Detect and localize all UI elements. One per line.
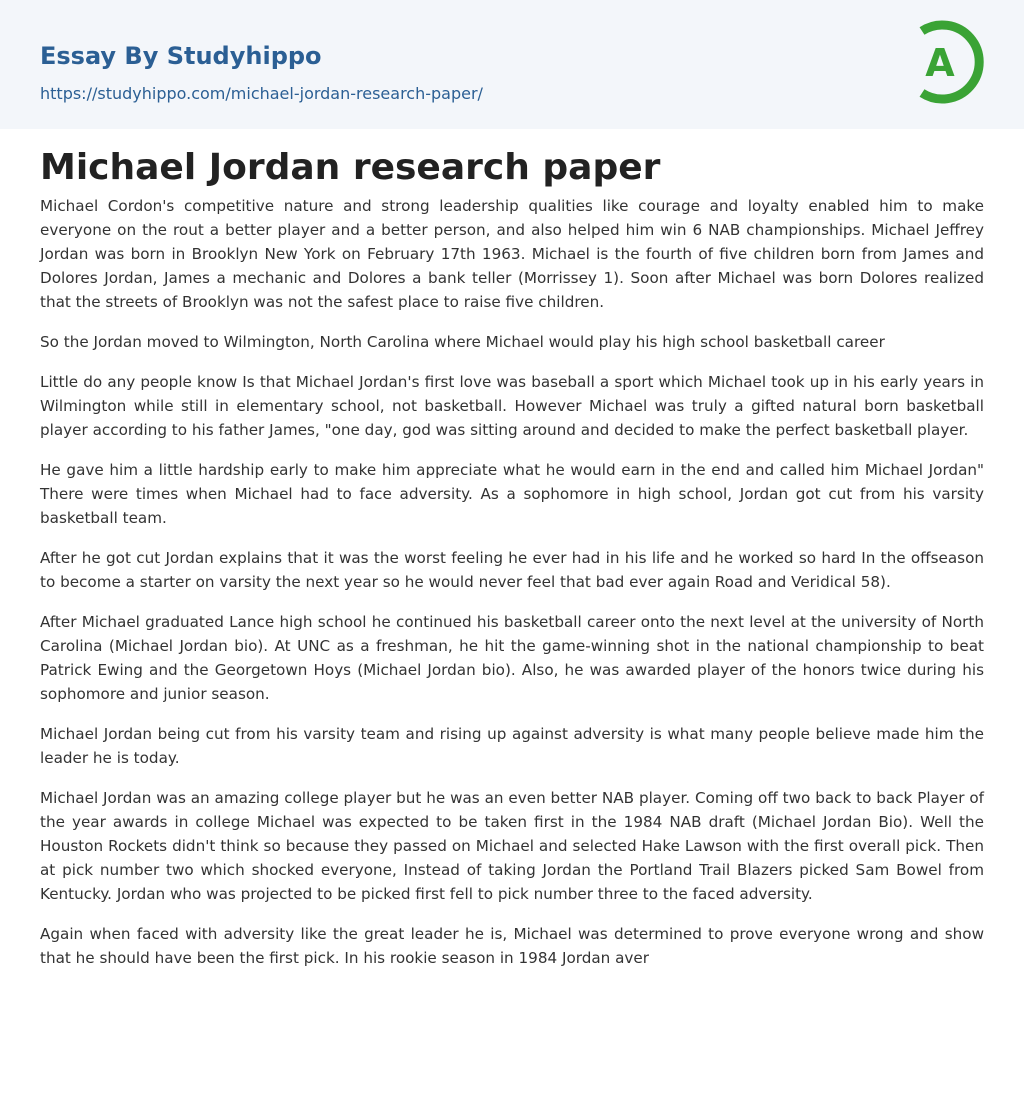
brand-title[interactable]: Essay By Studyhippo [40,42,322,70]
essay-paragraph: After he got cut Jordan explains that it was the worst feeling he ever had in his life and he worked so hard In the offseason to become a starter on varsity the next year so he would never feel that bad ever again Road and Veridical 58). [40,549,984,591]
essay-paragraph: Michael Jordan being cut from his varsity team and rising up against adversity is what many people believe made him the leader he is today. [40,725,984,767]
essay-paragraph: Again when faced with adversity like the great leader he is, Michael was determined to prove everyone wrong and show that he should have been the first pick. In his rookie season in 1984 Jordan aver [40,925,984,967]
page-title: Michael Jordan research paper [40,147,661,188]
logo-letter: A [925,41,955,85]
page-url-link[interactable]: https://studyhippo.com/michael-jordan-research-paper/ [40,84,483,103]
essay-paragraph: So the Jordan moved to Wilmington, North Carolina where Michael would play his high school basketball career [40,333,885,351]
essay-body [40,194,984,986]
site-header [0,0,1024,129]
studyhippo-logo-icon[interactable] [910,17,990,107]
essay-paragraph: Michael Cordon's competitive nature and strong leadership qualities like courage and loyalty enabled him to make everyone on the rout a better player and a better person, and also helped him win 6 NAB championships. Michael Jeffrey Jordan was born in Brooklyn New York on February 17th 1963. Michael is the fourth of five children born from James and Dolores Jordan, James a mechanic and Dolores a bank teller (Morrissey 1). Soon after Michael was born Dolores realized that the streets of Brooklyn was not the safest place to raise five children. [40,197,984,311]
essay-paragraph: He gave him a little hardship early to make him appreciate what he would earn in the end and called him Michael Jordan" There were times when Michael had to face adversity. As a sophomore in high school, Jordan got cut from his varsity basketball team. [40,461,984,527]
essay-paragraph: Little do any people know Is that Michael Jordan's first love was baseball a sport which Michael took up in his early years in Wilmington while still in elementary school, not basketball. However Michael was truly a gifted natural born basketball player according to his father James, "one day, god was sitting around and decided to make the perfect basketball player. [40,373,984,439]
essay-paragraph: After Michael graduated Lance high school he continued his basketball career onto the next level at the university of North Carolina (Michael Jordan bio). At UNC as a freshman, he hit the game-winning shot in the national championship to beat Patrick Ewing and the Georgetown Hoys (Michael Jordan bio). Also, he was awarded player of the honors twice during his sophomore and junior season. [40,613,984,703]
essay-paragraph: Michael Jordan was an amazing college player but he was an even better NAB player. Coming off two back to back Player of the year awards in college Michael was expected to be taken first in the 1984 NAB draft (Michael Jordan Bio). Well the Houston Rockets didn't think so because they passed on Michael and selected Hake Lawson with the first overall pick. Then at pick number two which shocked everyone, Instead of taking Jordan the Portland Trail Blazers picked Sam Bowel from Kentucky. Jordan who was projected to be picked first fell to pick number three to the faced adversity. [40,789,984,903]
